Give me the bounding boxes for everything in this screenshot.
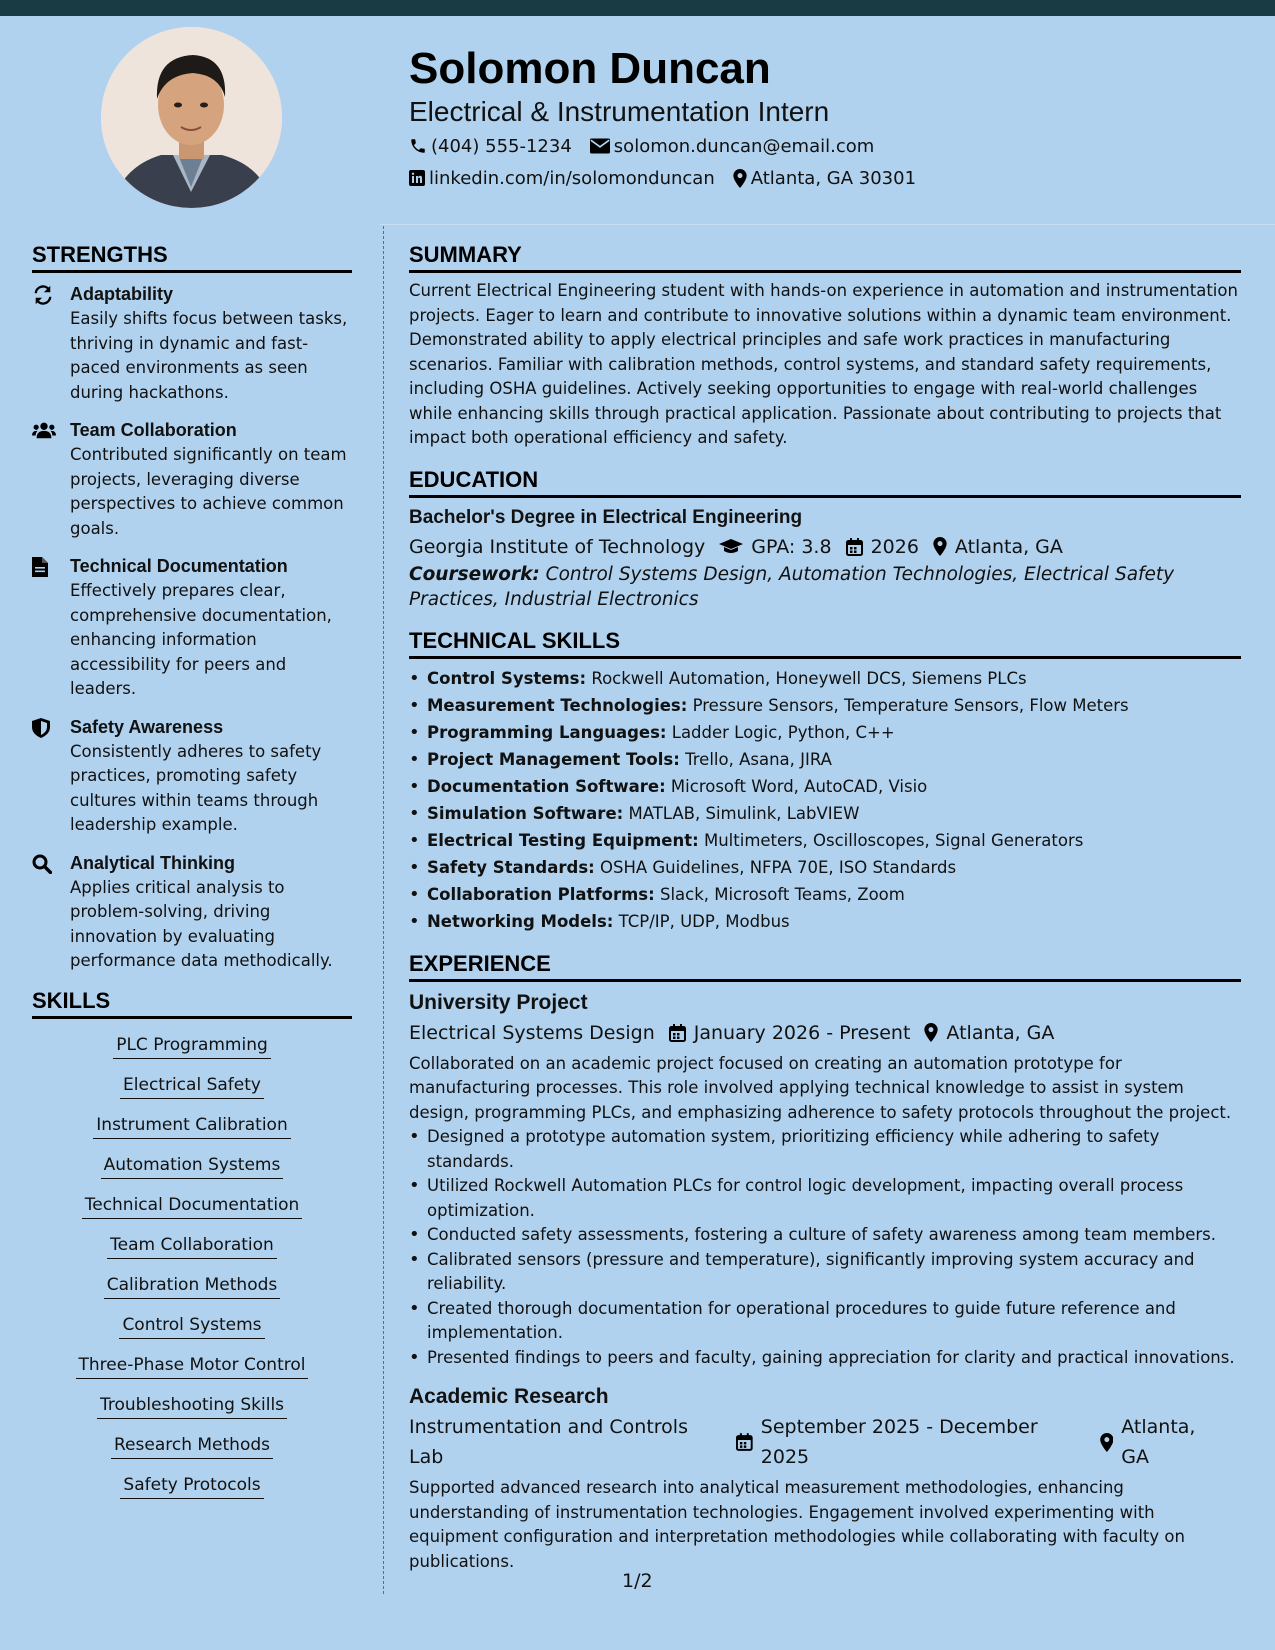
job-meta	[409, 1018, 1241, 1048]
skill-category: Networking Models:	[427, 911, 614, 931]
skill-category: Safety Standards:	[427, 857, 595, 877]
list-item	[409, 881, 1241, 908]
skill-tag: Team Collaboration	[107, 1232, 277, 1259]
linkedin-icon	[409, 170, 425, 186]
strength-item	[32, 553, 352, 702]
skill-values: Trello, Asana, JIRA	[685, 749, 832, 769]
top-bar	[0, 0, 1275, 16]
list-item	[409, 800, 1241, 827]
candidate-role: Electrical & Instrumentation Intern	[409, 96, 830, 127]
skill-category: Simulation Software:	[427, 803, 624, 823]
column-divider	[383, 226, 384, 1594]
list-item: • Calibrated sensors (pressure and temperature), significantly improving system accuracy and reliability.	[409, 1248, 1241, 1297]
experience-entry	[409, 1382, 1241, 1574]
skill-category: Electrical Testing Equipment:	[427, 830, 699, 850]
technical-skills-section	[409, 626, 1241, 935]
skill-category: Collaboration Platforms:	[427, 884, 655, 904]
technical-skills-list	[409, 665, 1241, 935]
skill-values: Rockwell Automation, Honeywell DCS, Siemens PLCs	[591, 668, 1027, 688]
skill-tag: PLC Programming	[113, 1032, 271, 1059]
location-text: Atlanta, GA 30301	[750, 167, 917, 189]
skill-values: Pressure Sensors, Temperature Sensors, Flow Meters	[692, 695, 1129, 715]
strength-item	[32, 417, 352, 541]
job-location	[1100, 1412, 1227, 1472]
skill-tag: Research Methods	[111, 1432, 273, 1459]
users-icon	[32, 417, 70, 541]
contact-line-1	[409, 130, 1249, 162]
job-title: Academic Research	[409, 1385, 609, 1408]
location-text: Atlanta, GA	[1121, 1416, 1196, 1468]
map-pin-icon	[933, 537, 947, 556]
gpa-text: GPA: 3.8	[751, 535, 832, 558]
skill-tag: Electrical Safety	[120, 1072, 264, 1099]
job-title: University Project	[409, 990, 588, 1014]
skill-category: Measurement Technologies:	[427, 695, 688, 715]
shield-icon	[32, 714, 70, 838]
skill-values: Multimeters, Oscilloscopes, Signal Generators	[703, 830, 1084, 850]
strengths-heading: STRENGTHS	[32, 240, 352, 273]
degree: Bachelor's Degree in Electrical Engineering	[409, 506, 803, 528]
skill-tag: Control Systems	[119, 1312, 264, 1339]
list-item: • Presented findings to peers and faculty, gaining appreciation for clarity and practical innovations.	[409, 1346, 1241, 1371]
resume-header	[409, 40, 1249, 194]
school	[409, 532, 705, 562]
strength-name: Team Collaboration	[70, 420, 237, 440]
job-meta	[409, 1412, 1241, 1472]
strength-desc: Easily shifts focus between tasks, thriving in dynamic and fast-paced environments as seen during hackathons.	[70, 309, 348, 402]
gpa	[719, 532, 831, 562]
year-text: 2026	[870, 535, 919, 558]
technical-skills-heading: TECHNICAL SKILLS	[409, 626, 1241, 659]
org-text: Instrumentation and Controls Lab	[409, 1416, 688, 1468]
strength-item	[32, 714, 352, 838]
page-number: 1/2	[622, 1570, 653, 1592]
document-icon	[32, 553, 70, 702]
linkedin-contact[interactable]	[409, 168, 715, 189]
phone-icon	[409, 137, 427, 155]
skill-values: OSHA Guidelines, NFPA 70E, ISO Standards	[600, 857, 957, 877]
strength-desc: Consistently adheres to safety practices, promoting safety cultures within teams through leadership example.	[70, 741, 322, 834]
left-column	[32, 240, 352, 1507]
job-description: Collaborated on an academic project focused on creating an automation prototype for manufacturing processes. This role involved applying technical knowledge to assist in system design, programming PLCs, and emphasizing adherence to safety protocols throughout the project.	[409, 1053, 1232, 1122]
skill-tag: Three-Phase Motor Control	[76, 1352, 309, 1379]
school-name: Georgia Institute of Technology	[409, 535, 706, 558]
job-org	[409, 1018, 655, 1048]
linkedin-text: linkedin.com/in/solomonduncan	[429, 167, 715, 189]
profile-photo	[101, 27, 282, 208]
location-contact	[733, 168, 916, 189]
skill-category: Control Systems:	[427, 668, 587, 688]
org-text: Electrical Systems Design	[409, 1021, 655, 1044]
list-item	[409, 773, 1241, 800]
list-item: • Created thorough documentation for operational procedures to guide future reference and implementation.	[409, 1297, 1241, 1346]
graduation-cap-icon	[719, 539, 743, 555]
header-divider	[380, 224, 1275, 225]
phone-text: (404) 555-1234	[431, 135, 572, 157]
list-item	[409, 719, 1241, 746]
skill-tag: Calibration Methods	[104, 1272, 281, 1299]
list-item	[409, 692, 1241, 719]
calendar-icon	[736, 1433, 753, 1451]
list-item	[409, 827, 1241, 854]
strength-item	[32, 281, 352, 405]
skill-values: Microsoft Word, AutoCAD, Visio	[670, 776, 928, 796]
list-item: • Designed a prototype automation system, prioritizing efficiency while adhering to safety standards.	[409, 1125, 1241, 1174]
coursework-label: Coursework:	[409, 563, 540, 585]
phone-contact[interactable]	[409, 136, 572, 157]
strength-desc: Effectively prepares clear, comprehensive documentation, enhancing information accessibility for peers and leaders.	[70, 581, 332, 698]
map-pin-icon	[733, 169, 747, 188]
coursework-text: Control Systems Design, Automation Technologies, Electrical Safety Practices, Industrial Electronics	[409, 563, 1175, 610]
skill-tag: Instrument Calibration	[93, 1112, 290, 1139]
skill-category: Programming Languages:	[427, 722, 667, 742]
coursework	[409, 562, 1241, 612]
dates-text: September 2025 - December 2025	[760, 1416, 1038, 1468]
strength-name: Technical Documentation	[70, 556, 288, 576]
dates-text: January 2026 - Present	[693, 1021, 911, 1044]
strength-name: Safety Awareness	[70, 716, 224, 737]
summary-text: Current Electrical Engineering student with hands-on experience in automation and instrumentation projects. Eager to learn and contribute to innovative solutions within a dynamic team environment. Demonstrated ability to apply electrical principles and safe work practices in manufacturing scenarios. Familiar with calibration methods, control systems, and standard safety requirements, including OSHA guidelines. Actively seeking opportunities to engage with real-world challenges while enhancing skills through practical application. Passionate about contributing to projects that impact both operational efficiency and safety.	[409, 281, 1238, 447]
skill-values: Slack, Microsoft Teams, Zoom	[659, 884, 905, 904]
education-heading: EDUCATION	[409, 465, 1241, 498]
strength-name: Adaptability	[70, 284, 174, 304]
list-item	[409, 854, 1241, 881]
summary-section	[409, 240, 1241, 451]
skill-tag: Troubleshooting Skills	[97, 1392, 287, 1419]
candidate-name: Solomon Duncan	[409, 44, 771, 93]
email-contact[interactable]	[590, 136, 874, 157]
education-meta	[409, 532, 1241, 562]
skill-values: TCP/IP, UDP, Modbus	[618, 911, 790, 931]
list-item	[409, 908, 1241, 935]
education-location	[933, 532, 1063, 562]
list-item: • Utilized Rockwell Automation PLCs for control logic development, impacting overall process optimization.	[409, 1174, 1241, 1223]
list-item	[409, 665, 1241, 692]
experience-entry	[409, 988, 1241, 1371]
map-pin-icon	[924, 1023, 938, 1042]
job-dates	[669, 1018, 911, 1048]
map-pin-icon	[1100, 1433, 1114, 1452]
skills-heading: SKILLS	[32, 986, 352, 1019]
strength-name: Analytical Thinking	[70, 852, 236, 873]
calendar-icon	[846, 538, 863, 556]
job-org	[409, 1412, 722, 1472]
envelope-icon	[590, 138, 610, 154]
skill-list	[32, 1027, 352, 1507]
job-description: Supported advanced research into analytical measurement methodologies, enhancing understanding of instrumentation technologies. Engagement involved experimenting with equipment configuration and interpretation methodologies while collaborating with faculty on publications.	[409, 1478, 1185, 1571]
job-location	[924, 1018, 1054, 1048]
sync-icon	[32, 281, 70, 405]
skill-values: Ladder Logic, Python, C++	[671, 722, 895, 742]
strength-item	[32, 850, 352, 974]
skill-values: MATLAB, Simulink, LabVIEW	[628, 803, 860, 823]
graduation-year	[846, 532, 919, 562]
location-text: Atlanta, GA	[954, 535, 1063, 558]
experience-heading: EXPERIENCE	[409, 949, 1241, 982]
strength-desc: Applies critical analysis to problem-solving, driving innovation by evaluating performance data methodically.	[70, 877, 333, 970]
experience-section	[409, 949, 1241, 1575]
right-column	[409, 240, 1241, 1588]
strength-desc: Contributed significantly on team projects, leveraging diverse perspectives to achieve common goals.	[70, 445, 347, 538]
calendar-icon	[669, 1024, 686, 1042]
skill-tag: Safety Protocols	[120, 1472, 263, 1499]
contact-line-2	[409, 162, 1249, 194]
job-dates	[736, 1412, 1085, 1472]
skill-tag: Technical Documentation	[82, 1192, 303, 1219]
list-item: • Conducted safety assessments, fostering a culture of safety awareness among team members.	[409, 1223, 1241, 1248]
education-section	[409, 465, 1241, 612]
skill-tag: Automation Systems	[101, 1152, 284, 1179]
skill-category: Project Management Tools:	[427, 749, 680, 769]
search-icon	[32, 850, 70, 974]
list-item	[409, 746, 1241, 773]
job-bullets	[409, 1125, 1241, 1370]
skill-category: Documentation Software:	[427, 776, 666, 796]
summary-heading: SUMMARY	[409, 240, 1241, 273]
email-text: solomon.duncan@email.com	[613, 135, 875, 157]
location-text: Atlanta, GA	[946, 1021, 1055, 1044]
